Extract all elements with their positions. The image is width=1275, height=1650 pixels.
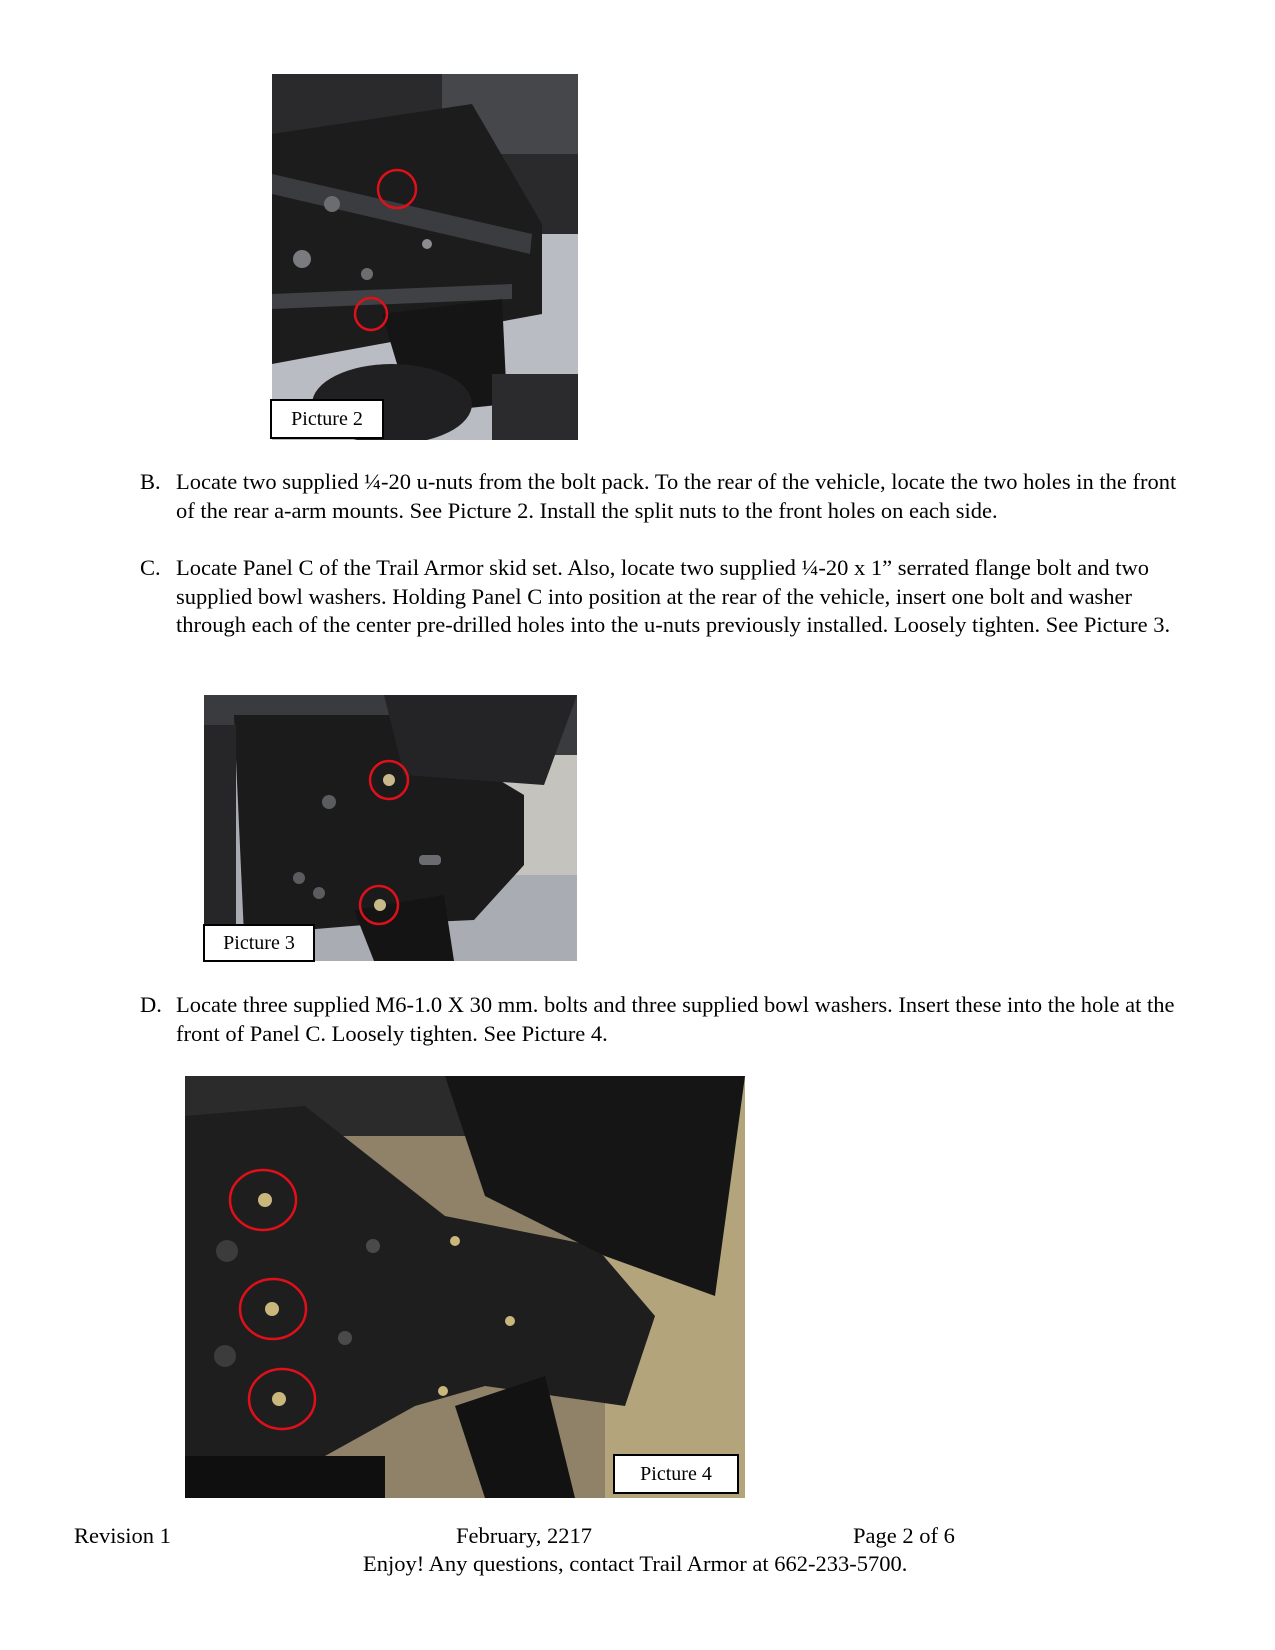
step-c-letter: C. — [140, 555, 161, 580]
step-d — [140, 991, 1180, 1048]
picture-4-photo — [185, 1076, 745, 1498]
footer-page-number: Page 2 of 6 — [853, 1523, 955, 1548]
step-b-letter: B. — [140, 469, 161, 494]
step-b-text: Locate two supplied ¼-20 u-nuts from the bolt pack. To the rear of the vehicle, locate the two holes in the front of the rear a-arm mounts. See Picture 2. Install the split nuts to the front holes on each side. — [176, 469, 1177, 523]
step-d-letter: D. — [140, 992, 162, 1017]
footer-revision: Revision 1 — [74, 1523, 171, 1548]
step-d-text: Locate three supplied M6-1.0 X 30 mm. bolts and three supplied bowl washers. Insert these into the hole at the front of Panel C. Loosely tighten. See Picture 4. — [176, 992, 1175, 1046]
picture-2-photo — [272, 74, 578, 440]
footer-contact: Enjoy! Any questions, contact Trail Armor at 662-233-5700. — [363, 1551, 908, 1576]
step-c — [140, 554, 1180, 640]
footer-date: February, 2217 — [456, 1523, 593, 1548]
picture-3-caption: Picture 3 — [203, 924, 315, 962]
picture-3-photo — [204, 695, 577, 961]
step-b — [140, 468, 1180, 525]
picture-2-caption: Picture 2 — [270, 399, 384, 439]
picture-4-caption: Picture 4 — [613, 1454, 739, 1494]
step-c-text: Locate Panel C of the Trail Armor skid set. Also, locate two supplied ¼-20 x 1” serrated flange bolt and two supplied bowl washers. Holding Panel C into position at the rear of the vehicle, insert one bolt and washer through each of the center pre-drilled holes into the u-nuts previously installed. Loosely tighten. See Picture 3. — [176, 555, 1171, 637]
